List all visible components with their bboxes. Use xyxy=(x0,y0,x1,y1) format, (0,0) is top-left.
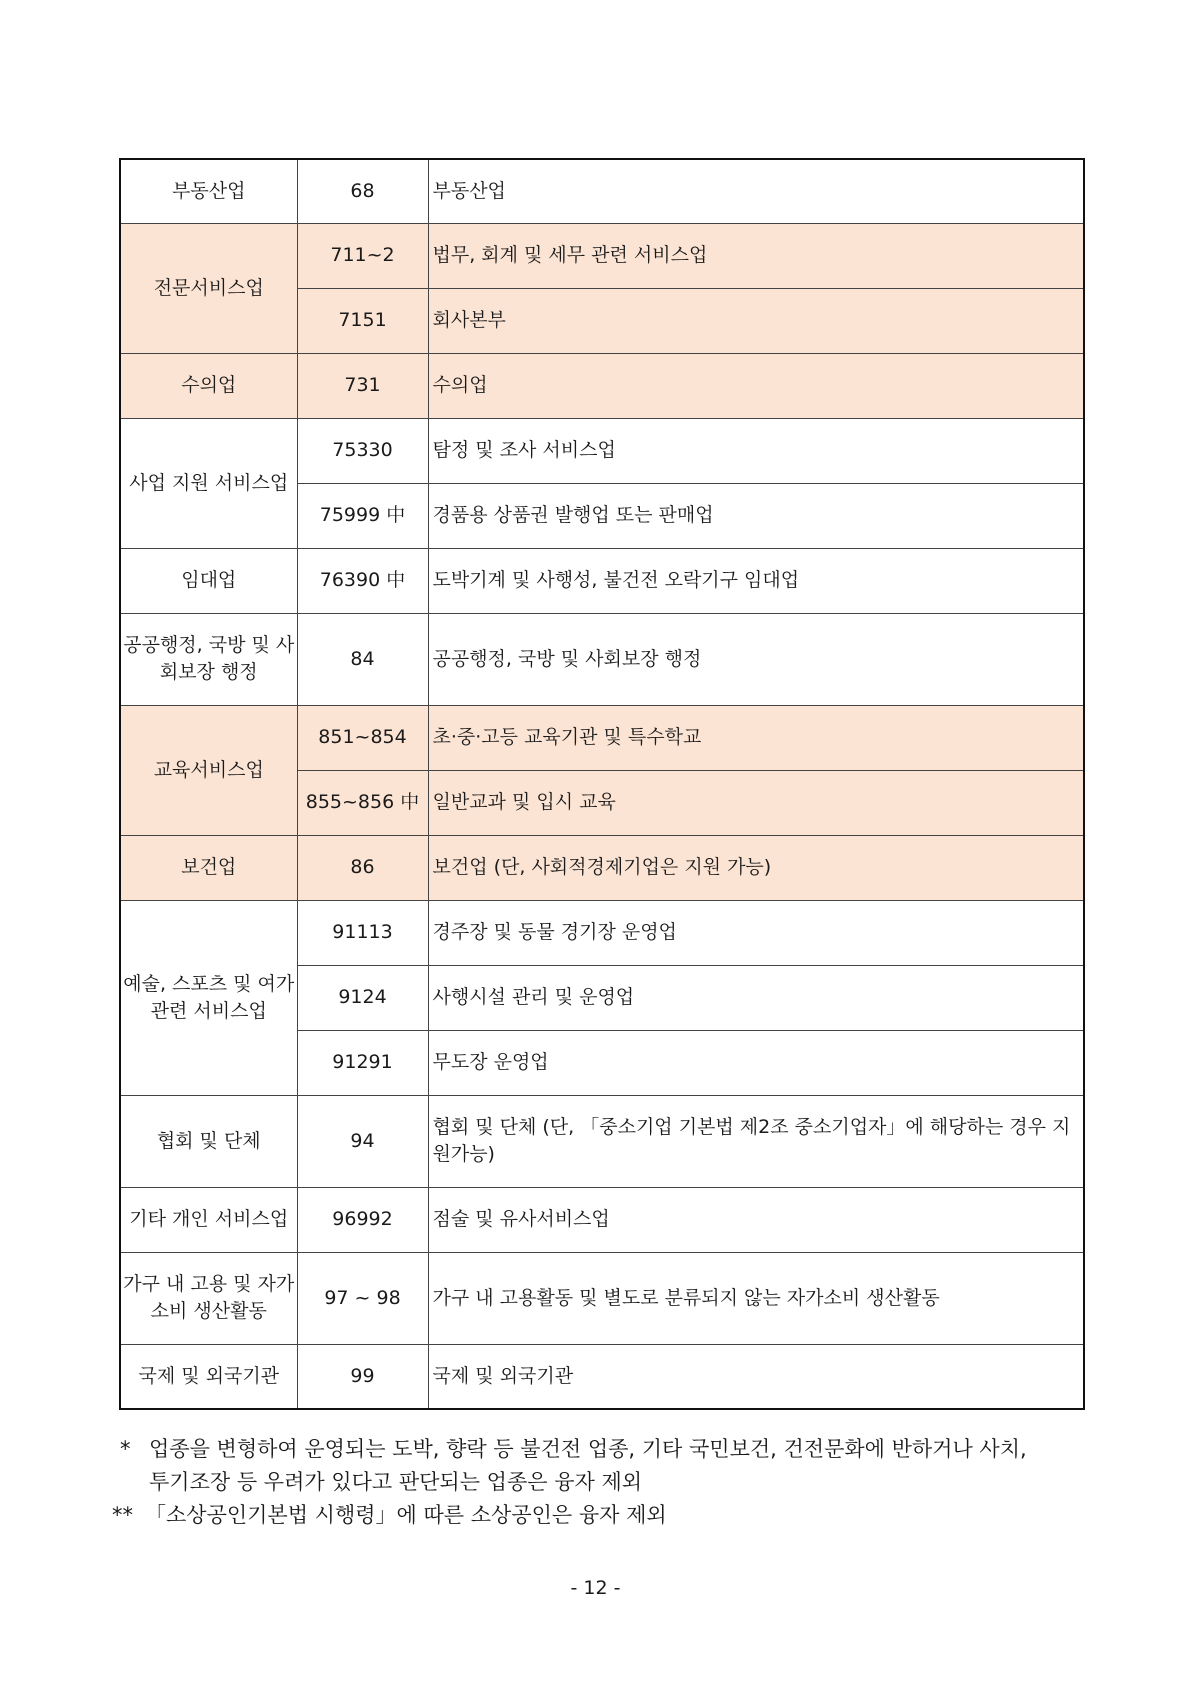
description-cell: 탐정 및 조사 서비스업 xyxy=(428,418,1084,483)
code-cell: 851~854 xyxy=(297,705,428,770)
footnotes xyxy=(112,1433,1092,1532)
code-cell: 711~2 xyxy=(297,223,428,288)
table-row xyxy=(120,900,1084,965)
description-cell: 경품용 상품권 발행업 또는 판매업 xyxy=(428,483,1084,548)
category-cell: 전문서비스업 xyxy=(120,223,297,353)
table-row xyxy=(120,1095,1084,1187)
table-row xyxy=(120,613,1084,705)
table-row xyxy=(120,705,1084,770)
code-cell: 855~856 中 xyxy=(297,770,428,835)
description-cell: 부동산업 xyxy=(428,159,1084,223)
table-row xyxy=(120,223,1084,288)
category-cell: 교육서비스업 xyxy=(120,705,297,835)
code-cell: 94 xyxy=(297,1095,428,1187)
table-row xyxy=(120,1252,1084,1344)
footnote-2-text: 「소상공인기본법 시행령」에 따른 소상공인은 융자 제외 xyxy=(145,1503,667,1527)
code-cell: 86 xyxy=(297,835,428,900)
code-cell: 731 xyxy=(297,353,428,418)
description-cell: 사행시설 관리 및 운영업 xyxy=(428,965,1084,1030)
category-cell: 예술, 스포츠 및 여가관련 서비스업 xyxy=(120,900,297,1095)
footnote-2-mark: ** xyxy=(112,1503,133,1527)
category-cell: 임대업 xyxy=(120,548,297,613)
category-cell: 협회 및 단체 xyxy=(120,1095,297,1187)
code-cell: 75330 xyxy=(297,418,428,483)
category-cell: 기타 개인 서비스업 xyxy=(120,1187,297,1252)
footnote-1-mark: * xyxy=(120,1437,131,1461)
description-cell: 경주장 및 동물 경기장 운영업 xyxy=(428,900,1084,965)
code-cell: 7151 xyxy=(297,288,428,353)
description-cell: 협회 및 단체 (단, 「중소기업 기본법 제2조 중소기업자」에 해당하는 경우 지원가능) xyxy=(428,1095,1084,1187)
category-cell: 수의업 xyxy=(120,353,297,418)
table-row xyxy=(120,353,1084,418)
description-cell: 보건업 (단, 사회적경제기업은 지원 가능) xyxy=(428,835,1084,900)
code-cell: 76390 中 xyxy=(297,548,428,613)
footnote-2 xyxy=(112,1499,1092,1532)
code-cell: 84 xyxy=(297,613,428,705)
description-cell: 공공행정, 국방 및 사회보장 행정 xyxy=(428,613,1084,705)
code-cell: 91113 xyxy=(297,900,428,965)
code-cell: 91291 xyxy=(297,1030,428,1095)
code-cell: 97 ~ 98 xyxy=(297,1252,428,1344)
footnote-1-line-2: 투기조장 등 우려가 있다고 판단되는 업종은 융자 제외 xyxy=(149,1470,643,1494)
table-row xyxy=(120,159,1084,223)
category-cell: 부동산업 xyxy=(120,159,297,223)
footnote-1-line-1: 업종을 변형하여 운영되는 도박, 향락 등 불건전 업종, 기타 국민보건, 건전문화에 반하거나 사치, xyxy=(149,1437,1027,1461)
category-cell: 사업 지원 서비스업 xyxy=(120,418,297,548)
description-cell: 무도장 운영업 xyxy=(428,1030,1084,1095)
table-row xyxy=(120,835,1084,900)
description-cell: 법무, 회계 및 세무 관련 서비스업 xyxy=(428,223,1084,288)
table-row xyxy=(120,548,1084,613)
category-cell: 보건업 xyxy=(120,835,297,900)
description-cell: 일반교과 및 입시 교육 xyxy=(428,770,1084,835)
code-cell: 75999 中 xyxy=(297,483,428,548)
code-cell: 96992 xyxy=(297,1187,428,1252)
description-cell: 수의업 xyxy=(428,353,1084,418)
description-cell: 점술 및 유사서비스업 xyxy=(428,1187,1084,1252)
description-cell: 가구 내 고용활동 및 별도로 분류되지 않는 자가소비 생산활동 xyxy=(428,1252,1084,1344)
table-row xyxy=(120,418,1084,483)
table-row xyxy=(120,1344,1084,1409)
category-cell: 국제 및 외국기관 xyxy=(120,1344,297,1409)
code-cell: 68 xyxy=(297,159,428,223)
description-cell: 국제 및 외국기관 xyxy=(428,1344,1084,1409)
description-cell: 회사본부 xyxy=(428,288,1084,353)
excluded-industries-table xyxy=(119,158,1085,1410)
table-row xyxy=(120,1187,1084,1252)
code-cell: 9124 xyxy=(297,965,428,1030)
category-cell: 가구 내 고용 및 자가소비 생산활동 xyxy=(120,1252,297,1344)
description-cell: 초·중·고등 교육기관 및 특수학교 xyxy=(428,705,1084,770)
description-cell: 도박기계 및 사행성, 불건전 오락기구 임대업 xyxy=(428,548,1084,613)
page-number: - 12 - xyxy=(570,1577,621,1599)
table-body xyxy=(120,159,1084,1409)
code-cell: 99 xyxy=(297,1344,428,1409)
category-cell: 공공행정, 국방 및 사회보장 행정 xyxy=(120,613,297,705)
footnote-1 xyxy=(112,1433,1092,1499)
